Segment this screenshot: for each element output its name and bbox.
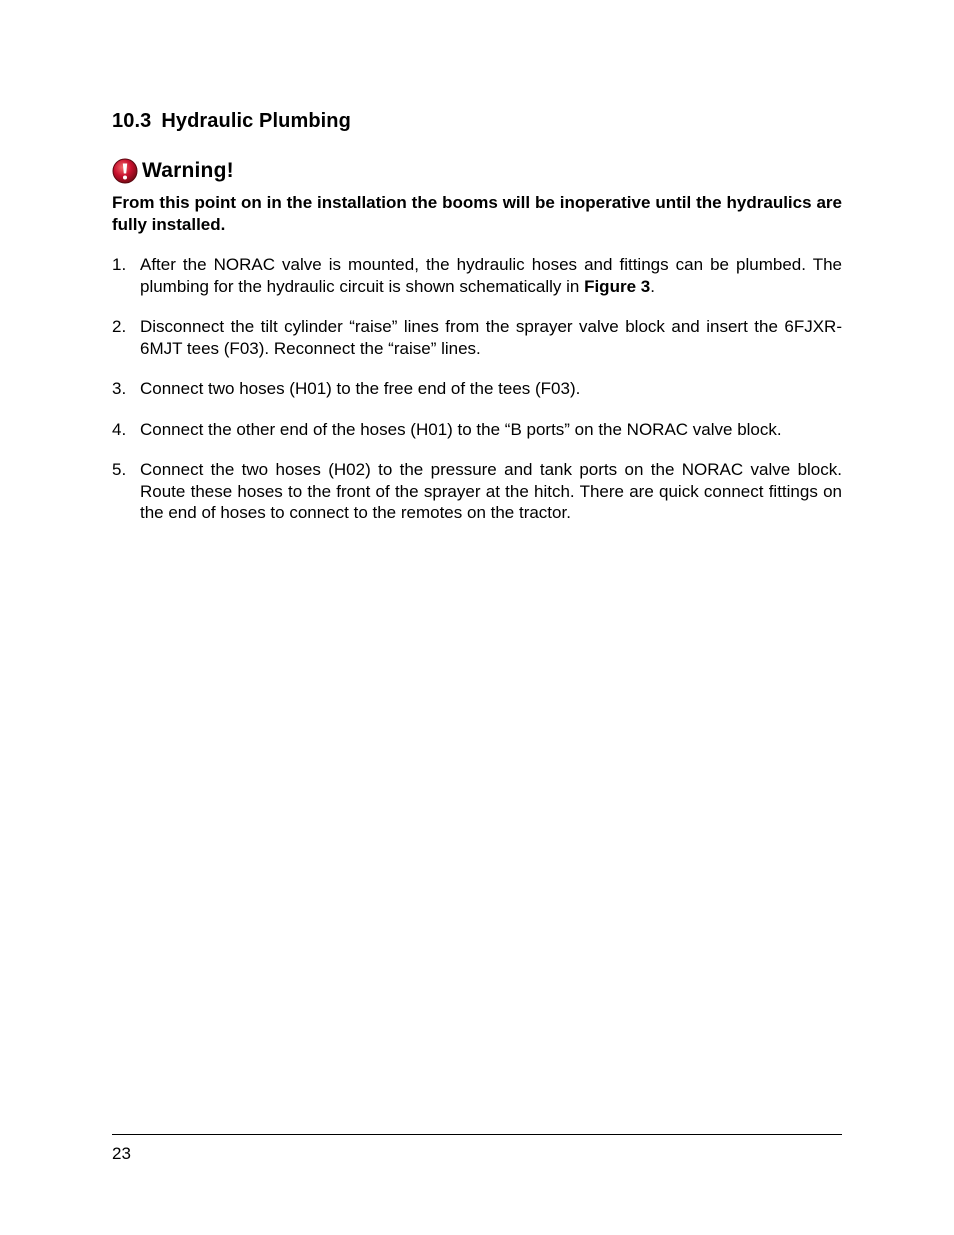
list-item bbox=[112, 459, 842, 524]
figure-reference: Figure 3 bbox=[584, 276, 651, 296]
step-number: 3. bbox=[112, 379, 127, 398]
step-text: Disconnect the tilt cylinder “raise” lines from the sprayer valve block and insert the 6FJXR-6MJT tees (F03). Reconnect the “raise” lines. bbox=[140, 317, 842, 358]
step-text: Connect the other end of the hoses (H01) to the “B ports” on the NORAC valve block. bbox=[140, 419, 782, 439]
warning-header bbox=[112, 157, 234, 185]
list-item bbox=[112, 419, 842, 441]
exclamation-circle-icon bbox=[112, 158, 138, 184]
list-item bbox=[112, 316, 842, 359]
warning-label: Warning! bbox=[142, 159, 234, 182]
step-text: Connect two hoses (H01) to the free end of the tees (F03). bbox=[140, 379, 581, 398]
step-number: 2. bbox=[112, 317, 127, 336]
list-item bbox=[112, 254, 842, 297]
step-text: Connect the two hoses (H02) to the pressure and tank ports on the NORAC valve block. Route these hoses to the front of the sprayer at the hitch. There are quick connect fittings on the end of hoses to connect to the remotes on the tractor. bbox=[140, 460, 842, 522]
installation-steps bbox=[112, 254, 842, 543]
document-page bbox=[112, 0, 842, 1235]
list-item bbox=[112, 378, 842, 400]
step-text: After the NORAC valve is mounted, the hydraulic hoses and fittings can be plumbed. The plumbing for the hydraulic circuit is shown schematically in Figure 3. bbox=[140, 255, 842, 296]
step-number: 1. bbox=[112, 255, 127, 274]
section-number: 10.3 bbox=[112, 110, 152, 132]
section-heading bbox=[112, 110, 351, 133]
step-number: 5. bbox=[112, 460, 127, 479]
page-number: 23 bbox=[112, 1144, 131, 1163]
footer-divider bbox=[112, 1134, 842, 1135]
step-number: 4. bbox=[112, 419, 127, 439]
warning-text: From this point on in the installation the booms will be inoperative until the hydraulics are fully installed. bbox=[112, 193, 842, 234]
section-title: Hydraulic Plumbing bbox=[161, 110, 351, 132]
